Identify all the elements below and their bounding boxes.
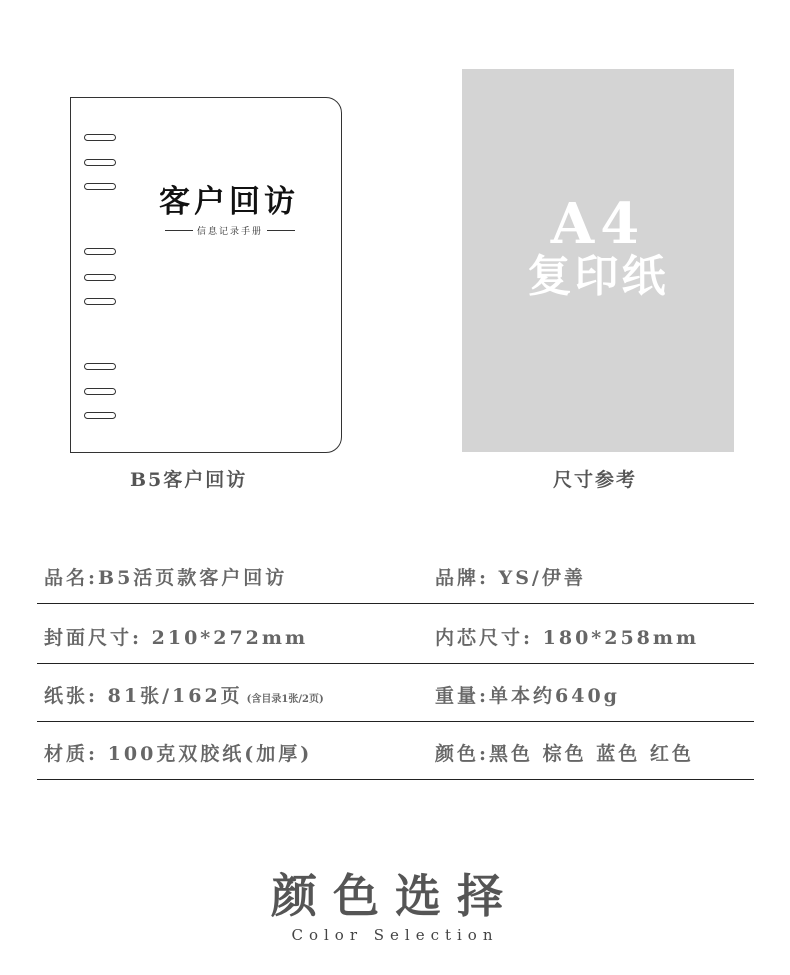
color-section-title: 颜色选择 — [271, 869, 519, 923]
spec-inner-size: 内芯尺寸: 180*258mm — [435, 627, 700, 649]
binder-hole — [84, 159, 116, 166]
spec-paper-text: 纸张: 81张/162页 — [44, 685, 243, 707]
reference-caption: 尺寸参考 — [553, 469, 638, 491]
binder-hole — [84, 274, 116, 281]
spec-material: 材质: 100克双胶纸(加厚) — [44, 743, 313, 765]
notebook-illustration — [70, 97, 342, 453]
spec-weight: 重量:单本约640g — [435, 685, 620, 707]
binder-hole — [84, 412, 116, 419]
cover-subtitle — [149, 224, 311, 237]
binder-hole — [84, 298, 116, 305]
binder-hole — [84, 183, 116, 190]
binder-hole — [84, 363, 116, 370]
spec-cover-size: 封面尺寸: 210*272mm — [44, 627, 309, 649]
spec-brand: 品牌: YS/伊善 — [435, 567, 586, 589]
spec-paper — [44, 681, 324, 708]
spec-paper-note: (含目录1张/2页) — [246, 694, 324, 705]
spec-row — [37, 605, 754, 664]
spec-row — [37, 721, 754, 780]
spec-row — [37, 663, 754, 722]
spec-product-name: 品名:B5活页款客户回访 — [44, 567, 288, 589]
divider — [165, 230, 193, 231]
binder-hole — [84, 134, 116, 141]
cover-subtitle-text: 信息记录手册 — [196, 227, 263, 237]
notebook-caption: B5客户回访 — [130, 469, 248, 491]
divider — [267, 230, 295, 231]
a4-reference-sheet — [462, 69, 734, 452]
a4-size-text: A4 — [550, 191, 646, 257]
binder-hole — [84, 248, 116, 255]
a4-paper-text: 复印纸 — [527, 251, 669, 302]
cover-title: 客户回访 — [159, 184, 299, 220]
spec-row — [37, 545, 754, 604]
binder-hole — [84, 388, 116, 395]
color-section-subtitle: Color Selection — [291, 926, 499, 944]
spec-colors: 颜色:黑色 棕色 蓝色 红色 — [435, 743, 694, 765]
